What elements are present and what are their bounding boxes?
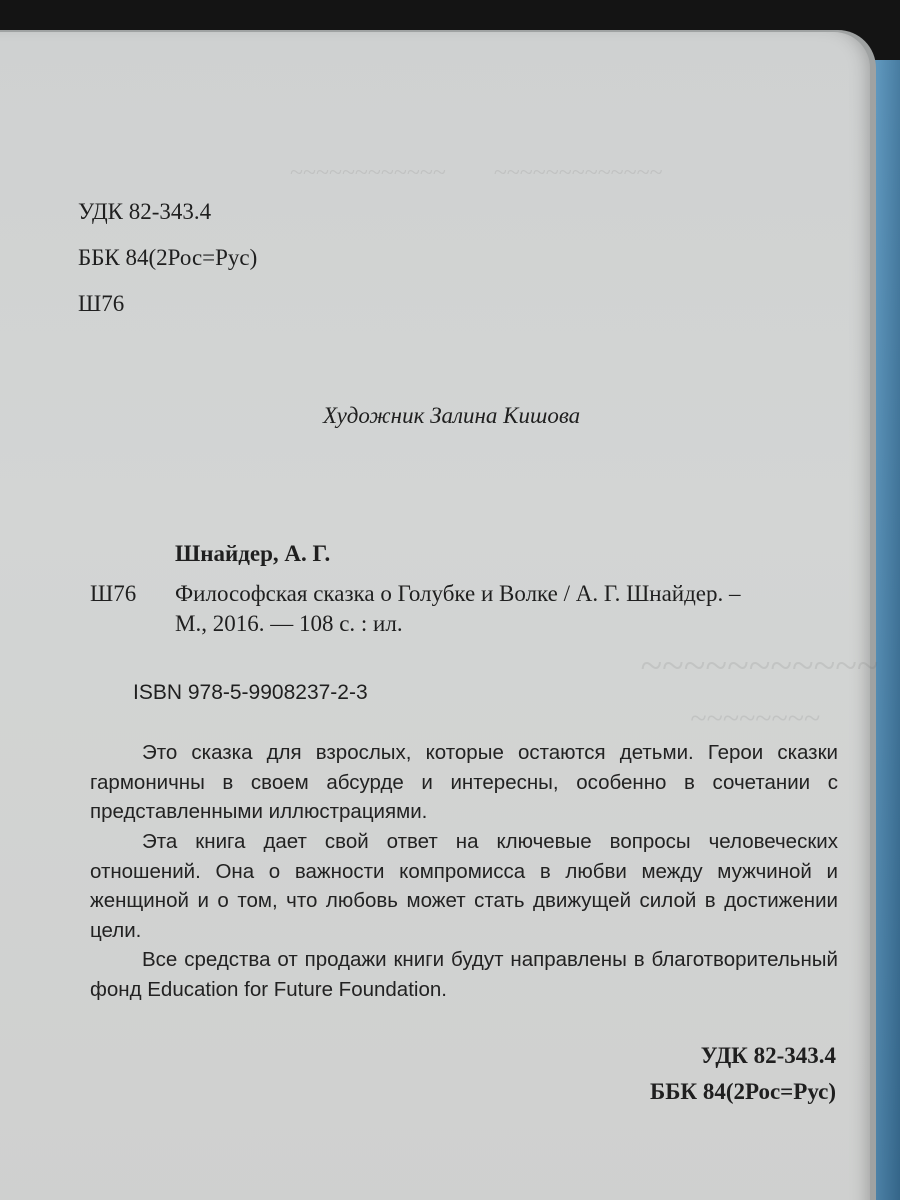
book-title-line: Философская сказка о Голубке и Волке / А. Г. Шнайдер. – bbox=[175, 581, 741, 606]
bleed-through-text: ~~~~~~~~ bbox=[690, 702, 820, 735]
udk-code: УДК 82-343.4 bbox=[78, 199, 212, 224]
isbn: ISBN 978-5-9908237-2-3 bbox=[133, 681, 368, 704]
udk-code-bottom: УДК 82-343.4 bbox=[700, 1043, 836, 1068]
bleed-through-text: ~~~~~~~~~~~ bbox=[640, 643, 879, 688]
annotation-paragraph: Эта книга дает свой ответ на ключевые вопросы человеческих отношений. Она о важности компромисса в любви между мужчиной и женщиной и о том, что любовь может стать движущей силой в достижении цели. bbox=[90, 830, 838, 942]
annotation-paragraph: Это сказка для взрослых, которые остаются детьми. Герои сказки гармоничны в своем абсурде и интересны, особенно в сочетании с представленными иллюстрациями. bbox=[90, 741, 838, 823]
bbk-code: ББК 84(2Рос=Рус) bbox=[78, 245, 258, 270]
publication-line: М., 2016. — 108 с. : ил. bbox=[175, 611, 403, 636]
bleed-through-text: ~~~~~~~~~~~~ ~~~~~~~~~~~~~ bbox=[290, 160, 663, 186]
author-mark: Ш76 bbox=[78, 291, 125, 316]
imprint-page bbox=[0, 32, 879, 1200]
catalog-author-mark: Ш76 bbox=[90, 581, 137, 606]
author-heading: Шнайдер, А. Г. bbox=[175, 541, 331, 566]
illustrator-credit: Художник Залина Кишова bbox=[323, 403, 581, 428]
bbk-code-bottom: ББК 84(2Рос=Рус) bbox=[650, 1079, 836, 1104]
annotation-paragraph: Все средства от продажи книги будут направлены в благотворительный фонд Education for Future Foundation. bbox=[90, 948, 838, 1001]
